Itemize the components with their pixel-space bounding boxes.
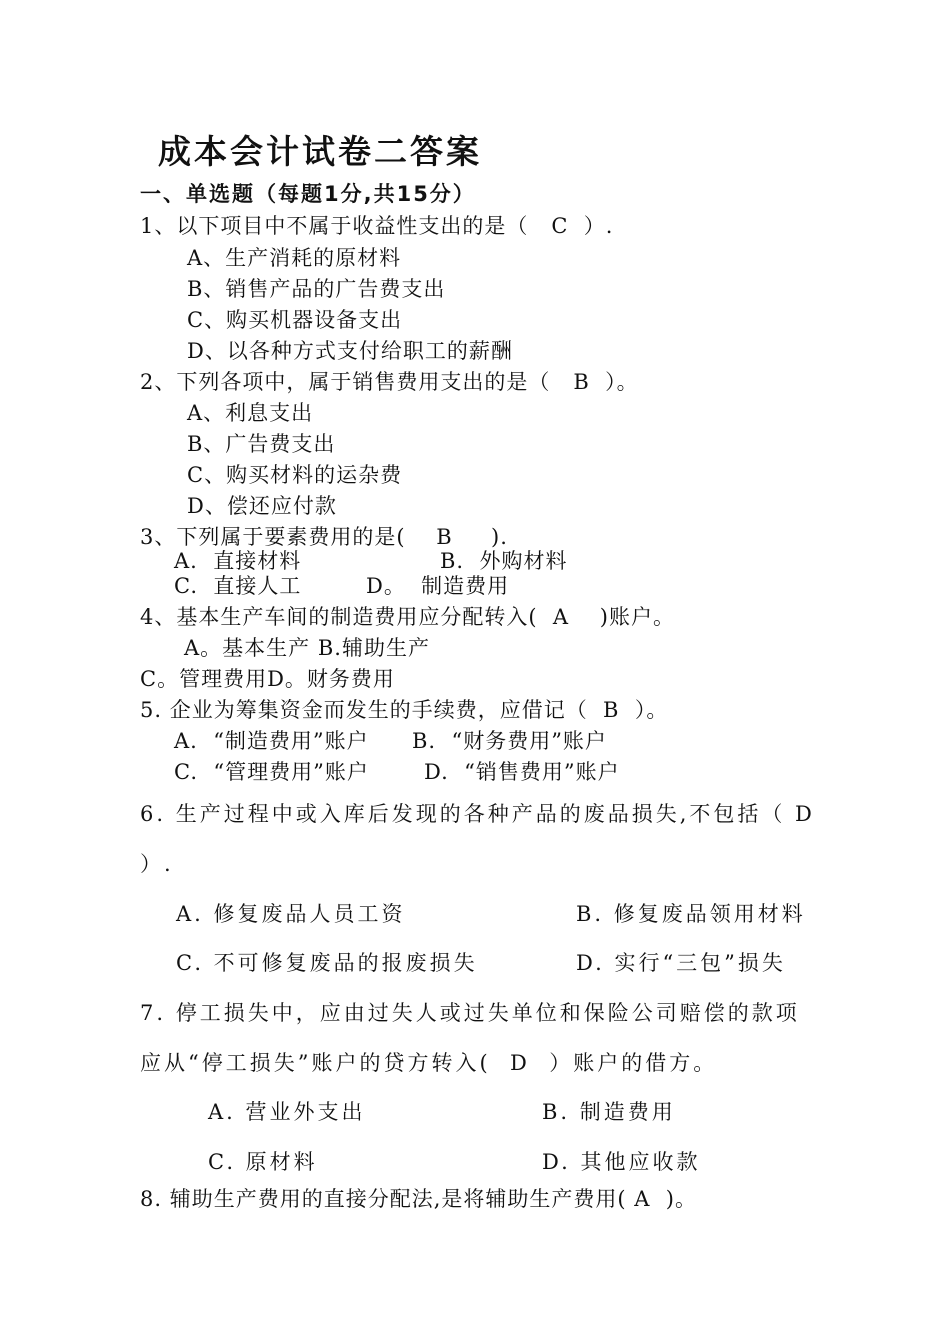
question-4-stem: 4、基本生产车间的制造费用应分配转入( A )账户。	[140, 605, 675, 629]
question-4-options-ab: A。基本生产 B.辅助生产	[184, 636, 430, 660]
question-3-option-c: C. 直接人工	[174, 574, 302, 598]
question-7-option-a: A. 营业外支出	[208, 1100, 366, 1124]
question-2-option-c: C、购买材料的运杂费	[187, 463, 403, 487]
question-7-option-c: C. 原材料	[208, 1150, 318, 1174]
question-1-option-d: D、以各种方式支付给职工的薪酬	[187, 339, 513, 363]
question-6-option-b: B. 修复废品领用材料	[576, 902, 806, 926]
question-7-option-b: B. 制造费用	[542, 1100, 676, 1124]
question-2-option-d: D、偿还应付款	[187, 494, 337, 518]
question-1-stem: 1、以下项目中不属于收益性支出的是（ C ）.	[140, 214, 614, 238]
question-1-option-c: C、购买机器设备支出	[187, 308, 403, 332]
question-4-options-cd: C。管理费用D。财务费用	[140, 667, 395, 691]
page-title: 成本会计试卷二答案	[158, 132, 482, 171]
question-6-stem-line2: ）.	[140, 852, 174, 876]
question-5-stem: 5. 企业为筹集资金而发生的手续费，应借记（ B ）。	[140, 698, 669, 722]
question-5-option-a: A. “制造费用”账户	[174, 729, 369, 753]
question-6-option-a: A. 修复废品人员工资	[176, 902, 406, 926]
section-heading: 一、单选题（每题1分,共15分）	[140, 182, 476, 206]
question-2-option-a: A、利息支出	[187, 401, 314, 425]
question-6-option-d: D. 实行“三包”损失	[576, 951, 786, 975]
question-3-option-a: A. 直接材料	[174, 549, 302, 573]
question-5-option-c: C. “管理费用”账户	[174, 760, 369, 784]
question-2-stem: 2、下列各项中，属于销售费用支出的是（ B ）。	[140, 370, 639, 394]
question-1-option-a: A、生产消耗的原材料	[187, 246, 402, 270]
question-3-stem: 3、下列属于要素费用的是( B ).	[140, 525, 508, 549]
question-7-stem-line2: 应从“停工损失”账户的贷方转入( D ）账户的借方。	[140, 1051, 718, 1075]
question-3-option-b: B. 外购材料	[440, 549, 568, 573]
question-5-option-d: D. “销售费用”账户	[424, 760, 620, 784]
question-2-option-b: B、广告费支出	[187, 432, 336, 456]
question-8-stem: 8. 辅助生产费用的直接分配法,是将辅助生产费用( A )。	[140, 1187, 697, 1211]
question-7-stem-line1: 7. 停工损失中，应由过失人或过失单位和保险公司赔偿的款项	[140, 1001, 800, 1025]
question-7-option-d: D. 其他应收款	[542, 1150, 701, 1174]
question-1-option-b: B、销售产品的广告费支出	[187, 277, 446, 301]
question-6-stem-line1: 6. 生产过程中或入库后发现的各种产品的废品损失,不包括（ D	[140, 802, 815, 826]
question-5-option-b: B. “财务费用”账户	[412, 729, 607, 753]
question-6-option-c: C. 不可修复废品的报废损失	[176, 951, 478, 975]
question-3-option-d: D。 制造费用	[366, 574, 510, 598]
